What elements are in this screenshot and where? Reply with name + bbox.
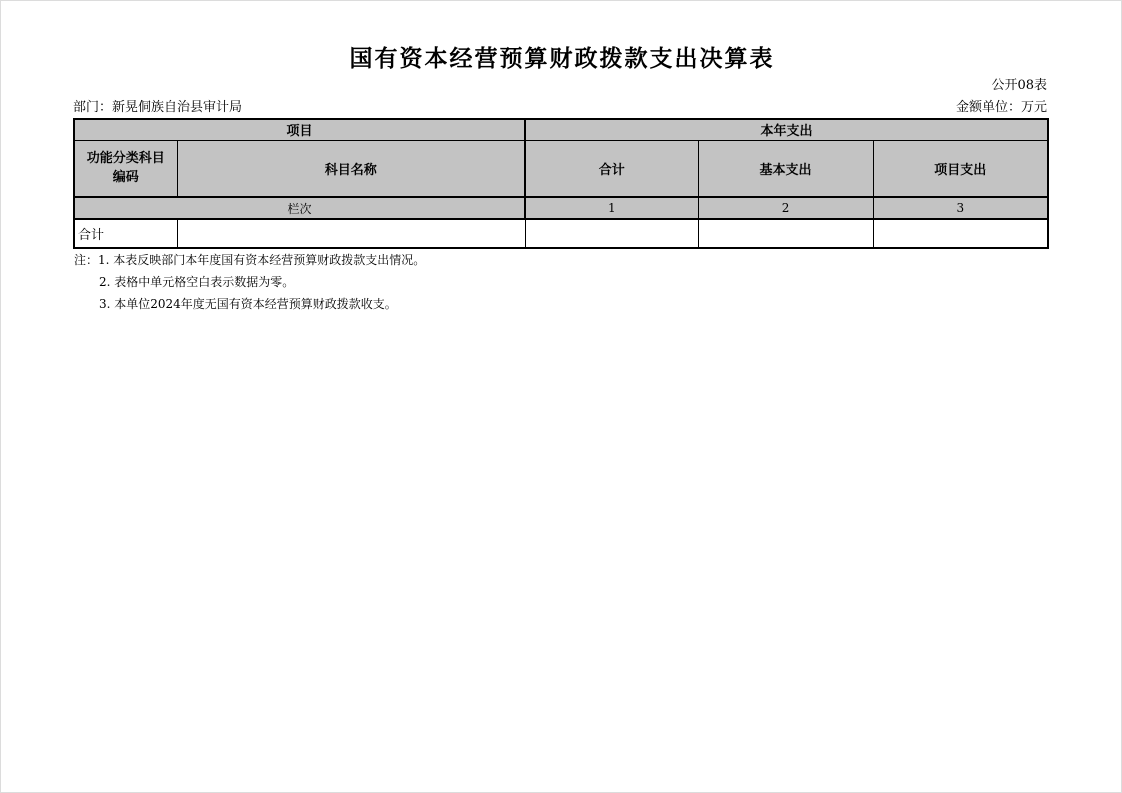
- row-total-project-cell: [873, 219, 1048, 248]
- group-header-project: 项目: [74, 119, 525, 140]
- group-header-current-year: 本年支出: [525, 119, 1048, 140]
- notes-block: [74, 249, 425, 315]
- col-header-subject-name: 科目名称: [177, 140, 525, 197]
- column-header-row: [74, 140, 1048, 197]
- index-col-2: 2: [698, 197, 873, 219]
- expenditure-table: [73, 118, 1049, 249]
- note-line-2: 2. 表格中单元格空白表示数据为零。: [99, 275, 295, 289]
- col-header-function-code: 功能分类科目 编码: [74, 140, 177, 197]
- group-header-row: [74, 119, 1048, 140]
- index-col-3: 3: [873, 197, 1048, 219]
- index-col-1: 1: [525, 197, 698, 219]
- row-total-subject-cell: [177, 219, 525, 248]
- row-total-sum-cell: [525, 219, 698, 248]
- page-title: 国有资本经营预算财政拨款支出决算表: [349, 45, 775, 72]
- note-line-1: 注：1. 本表反映部门本年度国有资本经营预算财政拨款支出情况。: [74, 253, 426, 267]
- doc-number-label: 公开08表: [991, 78, 1047, 93]
- col-header-basic-expense: 基本支出: [698, 140, 873, 197]
- row-total-code-cell: 合计: [74, 219, 177, 248]
- row-total-basic-cell: [698, 219, 873, 248]
- column-index-row: [74, 197, 1048, 219]
- meta-row: [73, 96, 1047, 115]
- col-header-project-expense: 项目支出: [873, 140, 1048, 197]
- table-row-total: [74, 219, 1048, 248]
- department-label: 部门：新晃侗族自治县审计局: [73, 100, 243, 115]
- index-row-label: 栏次: [74, 197, 525, 219]
- note-line-3: 3. 本单位2024年度无国有资本经营预算财政拨款收支。: [99, 297, 397, 311]
- unit-label: 金额单位：万元: [955, 100, 1047, 115]
- col-header-total: 合计: [525, 140, 698, 197]
